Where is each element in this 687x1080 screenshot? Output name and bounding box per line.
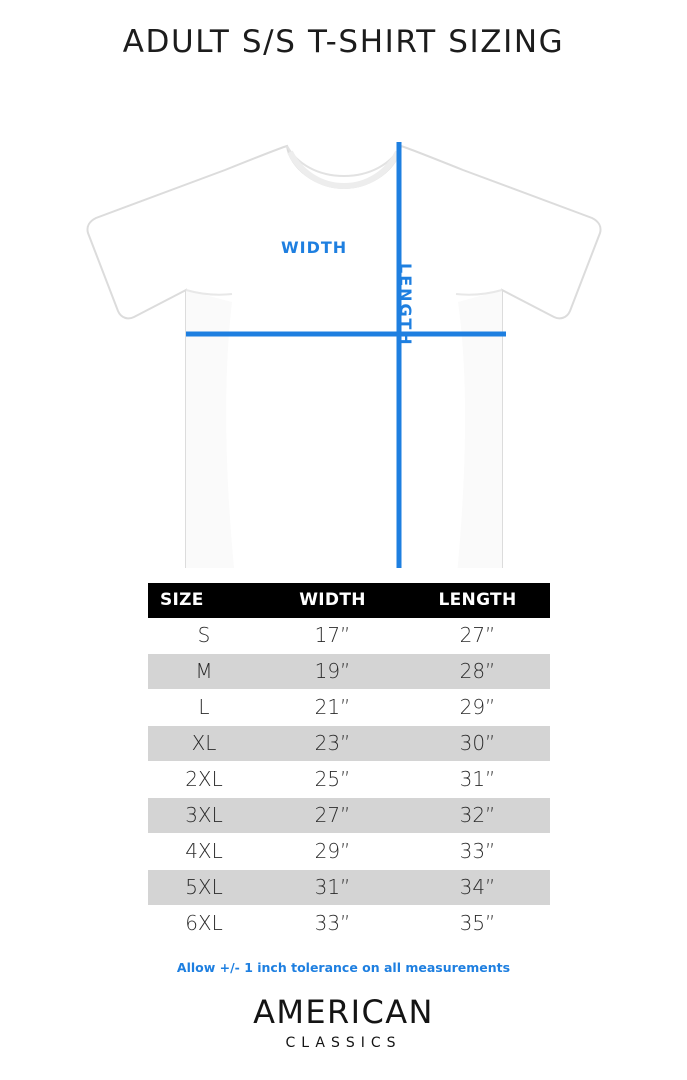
cell-size: S [148, 618, 260, 654]
table-row [148, 834, 550, 870]
brand-logo [0, 993, 687, 1051]
cell-size: M [148, 654, 260, 690]
cell-size: 5XL [148, 870, 260, 906]
tshirt-diagram [0, 68, 687, 568]
cell-length: 30” [405, 726, 550, 762]
table-row [148, 762, 550, 798]
table-row [148, 870, 550, 906]
length-label: LENGTH [396, 263, 415, 347]
brand-name: AMERICAN [253, 993, 434, 1031]
table-header-row [148, 583, 550, 618]
cell-size: 2XL [148, 762, 260, 798]
page-title: ADULT S/S T-SHIRT SIZING [122, 24, 565, 60]
brand-tagline: CLASSICS [285, 1035, 402, 1051]
cell-width: 17” [260, 618, 405, 654]
cell-length: 34” [405, 870, 550, 906]
table-row [148, 726, 550, 762]
table-row [148, 690, 550, 726]
cell-size: 4XL [148, 834, 260, 870]
header-length: LENGTH [405, 583, 550, 618]
table-row [148, 618, 550, 654]
cell-length: 32” [405, 798, 550, 834]
cell-width: 27” [260, 798, 405, 834]
cell-length: 29” [405, 690, 550, 726]
tshirt-illustration [0, 68, 687, 568]
cell-length: 31” [405, 762, 550, 798]
cell-width: 21” [260, 690, 405, 726]
cell-length: 27” [405, 618, 550, 654]
cell-size: 3XL [148, 798, 260, 834]
table-row [148, 654, 550, 690]
cell-width: 31” [260, 870, 405, 906]
cell-size: L [148, 690, 260, 726]
cell-width: 19” [260, 654, 405, 690]
cell-width: 33” [260, 906, 405, 942]
width-label: WIDTH [281, 238, 348, 257]
table-row [148, 906, 550, 942]
header-width: WIDTH [260, 583, 405, 618]
cell-width: 23” [260, 726, 405, 762]
cell-width: 29” [260, 834, 405, 870]
table-row [148, 798, 550, 834]
cell-length: 28” [405, 654, 550, 690]
cell-length: 33” [405, 834, 550, 870]
tolerance-note: Allow +/- 1 inch tolerance on all measurements [176, 960, 511, 975]
header-size: SIZE [148, 583, 260, 618]
cell-size: XL [148, 726, 260, 762]
cell-size: 6XL [148, 906, 260, 942]
size-table-container [148, 583, 538, 942]
size-table [148, 583, 550, 942]
cell-length: 35” [405, 906, 550, 942]
cell-width: 25” [260, 762, 405, 798]
